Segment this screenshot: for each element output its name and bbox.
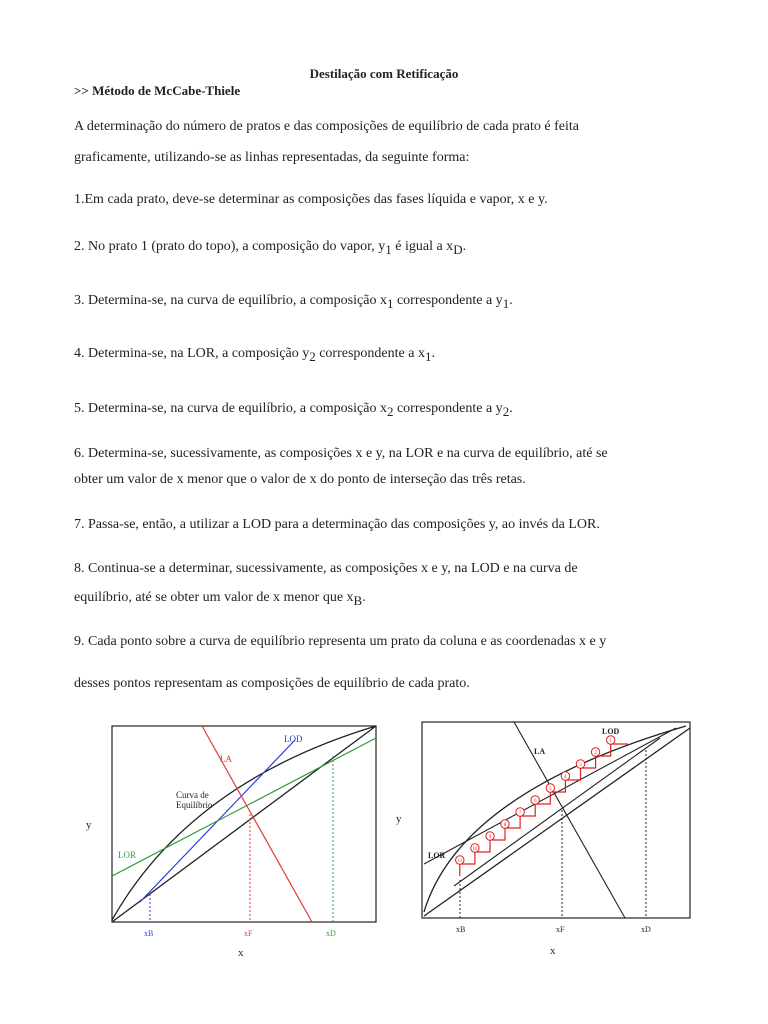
stage-number: 7 [518,811,522,817]
label-curve-1: Curva de [176,790,209,800]
step-7: 7. Passa-se, então, a utilizar a LOD para a determinação das composições y, ao invés da LOR. [74,517,600,532]
stage-number: 9 [488,835,492,841]
step-5-text-b: correspondente a y [393,401,503,416]
step-3-text-b: correspondente a y [393,293,503,308]
tick-xb-2: xB [456,925,466,934]
intro-line-2: graficamente, utilizando-se as linhas representadas, da seguinte forma: [74,150,470,165]
step-5 [74,401,694,417]
la-line [202,726,312,922]
step-3-text-c: . [509,293,513,308]
step-3-sub-2: 1 [502,296,510,311]
intro-line-1: A determinação do número de pratos e das composições de equilíbrio de cada prato é feita [74,119,579,134]
step-9-line-1: 9. Cada ponto sobre a curva de equilíbrio representa um prato da coluna e as coordenadas x e y [74,634,607,649]
step-4-text-a: 4. Determina-se, na LOR, a composição y [74,346,310,361]
page-subtitle: >> Método de McCabe-Thiele [74,83,241,98]
step-4-text-c: . [431,346,435,361]
label-lor-2: LOR [428,851,446,860]
label-y: y [86,819,92,831]
tick-xf: xF [244,929,253,938]
label-curve-2: Equilíbrio [176,800,213,810]
label-lor: LOR [118,850,136,860]
mccabe-thiele-diagram-lines [80,712,390,972]
step-3 [74,293,694,309]
label-y-2: y [396,813,402,825]
step-5-text-c: . [509,401,513,416]
step-5-sub-1: 2 [386,404,394,419]
step-8-line-1: 8. Continua-se a determinar, sucessivamente, as composições x e y, na LOD e na curva de [74,561,578,576]
step-3-sub-1: 1 [386,296,394,311]
step-5-text-a: 5. Determina-se, na curva de equilíbrio, a composição x [74,401,387,416]
step-4-text-b: correspondente a x [315,346,425,361]
la-line-2 [514,722,625,918]
lod-line-2 [454,738,660,886]
stage-number: 4 [564,775,567,781]
stage-number: 5 [549,787,552,793]
step-6-line-2: obter um valor de x menor que o valor de x do ponto de interseção das três retas. [74,472,526,487]
tick-xf-2: xF [556,925,565,934]
label-lod: LOD [284,734,303,744]
step-6-line-1: 6. Determina-se, sucessivamente, as composições x e y, na LOR e na curva de equilíbrio, até se [74,446,608,461]
diagonal-line [112,726,376,922]
stage-staircase [460,744,628,876]
step-2-text-a: 2. No prato 1 (prato do topo), a composição do vapor, y [74,239,386,254]
stage-number: 3 [579,763,582,769]
step-2-text-c: . [462,239,467,254]
lor-line [112,738,376,876]
step-3-text-a: 3. Determina-se, na curva de equilíbrio, a composição x [74,293,387,308]
step-5-sub-2: 2 [502,404,510,419]
label-lod-2: LOD [602,727,620,736]
step-4-sub-1: 2 [309,349,316,364]
label-la: LA [220,754,232,764]
step-8-line-2 [74,590,694,606]
stage-number: 8 [503,823,507,829]
label-x-2: x [550,945,556,957]
mccabe-thiele-diagram-stages [390,712,700,972]
stage-number: 6 [533,799,537,805]
stage-steps [456,736,628,876]
stage-number: 11 [457,859,463,865]
step-1: 1.Em cada prato, deve-se determinar as composições das fases líquida e vapor, x e y. [74,192,548,207]
step-9-line-2: desses pontos representam as composições de equilíbrio de cada prato. [74,676,470,691]
diagonal-line-2 [424,728,690,916]
step-2 [74,239,694,255]
stage-number: 2 [594,751,597,757]
step-2-sub-2: D [453,242,463,257]
tick-xb: xB [144,929,154,938]
stage-number: 1 [609,739,612,745]
step-2-text-b: é igual a x [391,239,454,254]
step-8-text-a: equilíbrio, até se obter um valor de x menor que x [74,590,354,605]
label-x: x [238,947,244,959]
step-2-sub-1: 1 [385,242,392,257]
step-4 [74,346,694,362]
equilibrium-curve-2 [424,726,686,912]
step-8-sub-1: B [353,593,363,608]
stage-number: 10 [472,847,478,853]
tick-xd-2: xD [641,925,651,934]
page-title: Destilação com Retificação [309,66,459,81]
step-8-text-c: . [362,590,366,605]
step-4-sub-2: 1 [424,349,432,364]
label-la-2: LA [534,747,546,756]
tick-xd: xD [326,929,336,938]
